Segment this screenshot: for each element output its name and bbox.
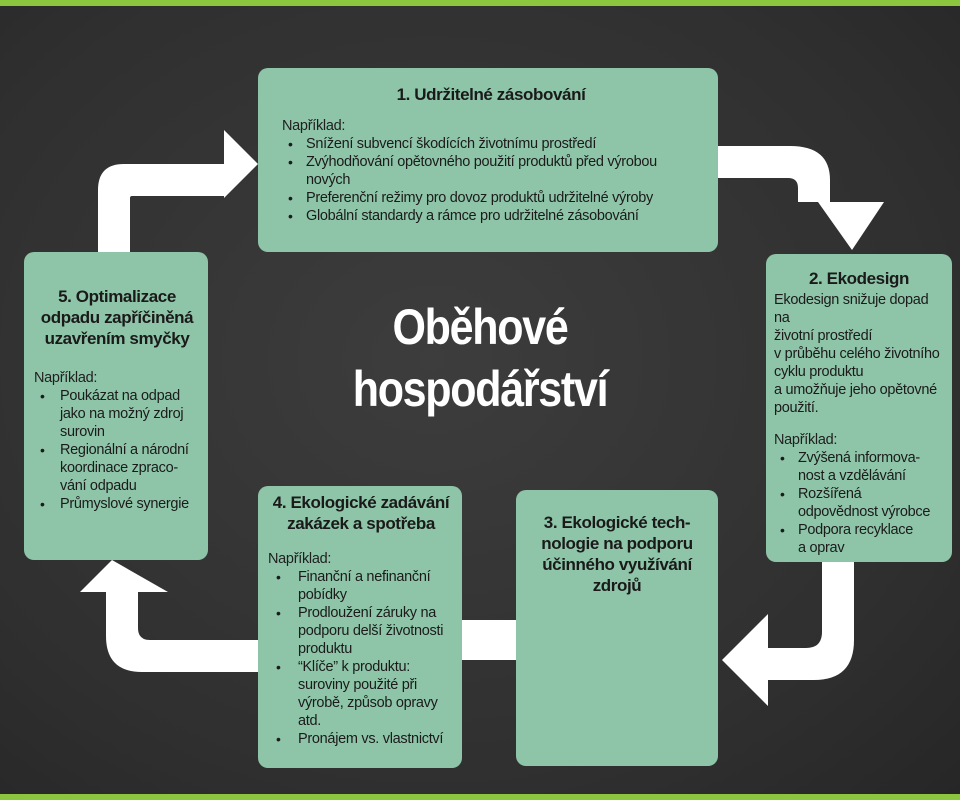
list-item [268,604,454,658]
item-line: • Průmyslové synergie [60,496,189,512]
list-item [268,730,454,748]
main-title [325,296,635,420]
item-line: produktu [298,641,353,657]
list-item: • Snížení subvencí škodících životnímu prostředí [282,135,700,153]
box-ecodesign [766,254,952,562]
description-line: v průběhu celého životního [774,346,940,362]
item-line: • Regionální a národní [60,442,189,458]
list-item [34,441,200,495]
description-line: životní prostředí [774,328,873,344]
title-line-2: hospodářství [352,361,608,417]
heading-line: uzavřením smyčky [44,329,190,348]
box-waste-optimization [24,252,208,560]
box2-example-label: Například: [774,432,838,448]
heading-line: nologie na podporu [541,534,693,553]
item-line: suroviny použité při [298,677,417,693]
item-line: • Rozšířená [798,486,862,502]
item-line: • Zvýšená informova- [798,450,920,466]
box1-example-label: Například: [282,118,346,134]
box-sustainable-supply [258,68,718,252]
list-item [774,449,944,485]
item-line: jako na možný zdroj [60,406,184,422]
title-line-1: Oběhové [392,299,568,355]
arrow-3-to-4 [460,620,518,660]
item-line: • Poukázat na odpad [60,388,180,404]
box1-heading: 1. Udržitelné zásobování [396,85,586,104]
item-line: • Podpora recyklace [798,522,913,538]
list-item [268,568,454,604]
heading-line: odpadu zapříčiněná [40,308,194,327]
heading-line: 3. Ekologické tech- [543,513,691,532]
item-line: • Prodloužení záruky na [298,605,436,621]
item-line: pobídky [298,587,347,603]
list-item [34,495,200,513]
item-line: a oprav [798,540,845,556]
arrow-4-to-5 [80,560,258,672]
list-item: • Zvýhodňování opětovného použití produktů před výrobou nových [282,153,700,189]
description-line: a umožňuje jeho opětovné [774,382,937,398]
item-line: atd. [298,713,321,729]
item-line: výrobě, způsob opravy [298,695,438,711]
list-item [268,658,454,730]
box-green-procurement [258,486,462,768]
box5-heading [34,286,200,349]
box5-example-label: Například: [34,370,98,386]
heading-line: účinného využívání [542,555,692,574]
item-line: koordinace zpraco- [60,460,178,476]
box5-list [34,387,200,513]
heading-line: zakázek a spotřeba [287,514,435,533]
list-item [774,485,944,521]
box2-heading: 2. Ekodesign [808,269,910,288]
item-line: surovin [60,424,105,440]
arrow-5-to-1 [98,130,258,252]
box4-example-label: Například: [268,551,332,567]
item-line: • Pronájem vs. vlastnictví [298,731,444,747]
item-line: • Finanční a nefinanční [298,569,431,585]
description-line: použití. [774,400,819,416]
box2-description [774,291,944,417]
item-line: podporu delší životnosti [298,623,444,639]
box2-list [774,449,944,557]
box-eco-technologies [516,490,718,766]
description-line: cyklu produktu [774,364,864,380]
heading-line: 5. Optimalizace [58,287,176,306]
box1-list [282,135,700,225]
arrow-2-to-3 [722,562,854,706]
description-line: Ekodesign snižuje dopad na [774,292,929,326]
box4-list [268,568,454,748]
item-line: vání odpadu [60,478,137,494]
heading-line: zdrojů [592,576,642,595]
item-line: odpovědnost výrobce [798,504,931,520]
list-item [34,387,200,441]
box4-heading [268,492,454,534]
list-item: • Preferenční režimy pro dovoz produktů udržitelné výroby [282,189,700,207]
item-line: nost a vzdělávání [798,468,906,484]
heading-line: 4. Ekologické zadávání [272,493,450,512]
box3-heading [524,512,710,596]
item-line: • “Klíče” k produktu: [298,659,410,675]
list-item: • Globální standardy a rámce pro udržitelné zásobování [282,207,700,225]
arrow-1-to-2 [718,146,884,250]
list-item [774,521,944,557]
